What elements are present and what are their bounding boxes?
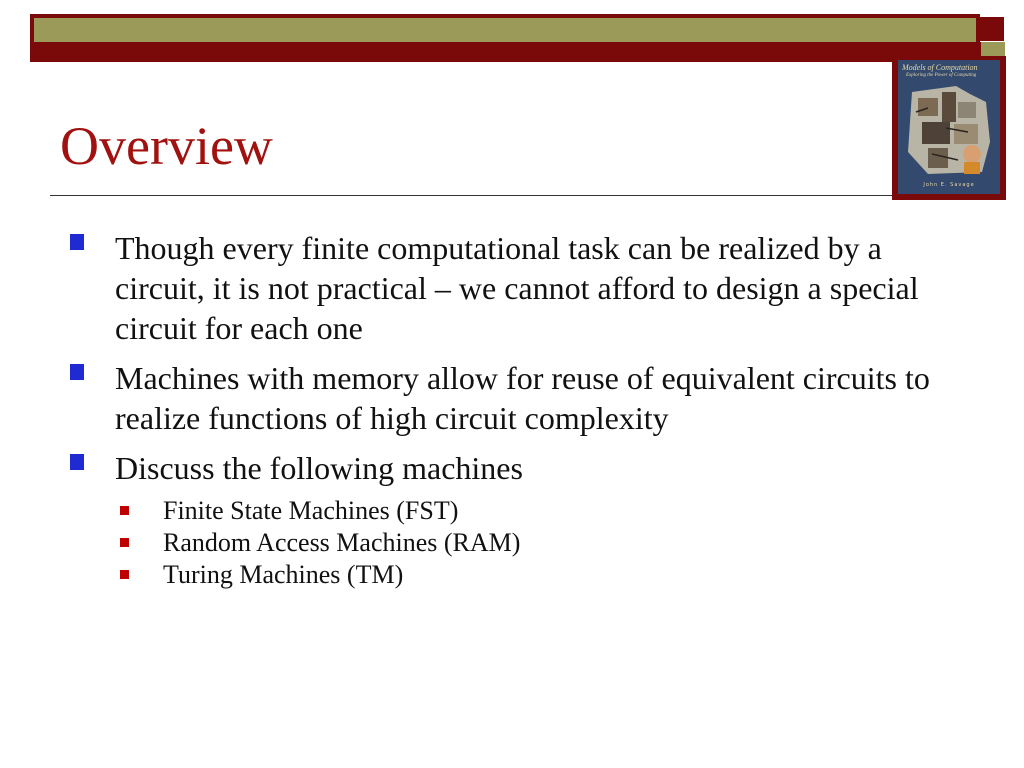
book-cover-subtitle: Exploring the Power of Computing [906, 73, 977, 78]
bullet-text: Discuss the following machines [115, 450, 523, 486]
title-divider [50, 195, 892, 196]
square-bullet-icon [70, 234, 84, 250]
book-cover-illustration [898, 82, 1000, 177]
book-cover-image [898, 60, 1000, 194]
header-corner-square-red [980, 17, 1004, 41]
bullet-item [60, 358, 960, 438]
square-bullet-icon [70, 454, 84, 470]
slide-title: Overview [60, 116, 273, 176]
bullet-item [60, 448, 960, 488]
bullet-text: Though every finite computational task can be realized by a circuit, it is not practical – we cannot afford to design a special circuit for each one [115, 230, 919, 346]
header-olive-stripe [34, 18, 976, 42]
sub-bullet-text: Turing Machines (TM) [163, 560, 404, 589]
small-square-bullet-icon [120, 538, 129, 547]
small-square-bullet-icon [120, 570, 129, 579]
sub-bullet-text: Random Access Machines (RAM) [163, 528, 521, 557]
sub-bullet-item [60, 556, 960, 594]
slide-content [60, 228, 960, 593]
sub-bullet-list [60, 492, 960, 594]
bullet-text: Machines with memory allow for reuse of equivalent circuits to realize functions of high circuit complexity [115, 360, 930, 436]
small-square-bullet-icon [120, 506, 129, 515]
book-cover-title: Models of Computation [902, 63, 978, 72]
square-bullet-icon [70, 364, 84, 380]
book-cover-author: John E. Savage [923, 182, 975, 188]
bullet-item [60, 228, 960, 348]
sub-bullet-text: Finite State Machines (FST) [163, 496, 459, 525]
